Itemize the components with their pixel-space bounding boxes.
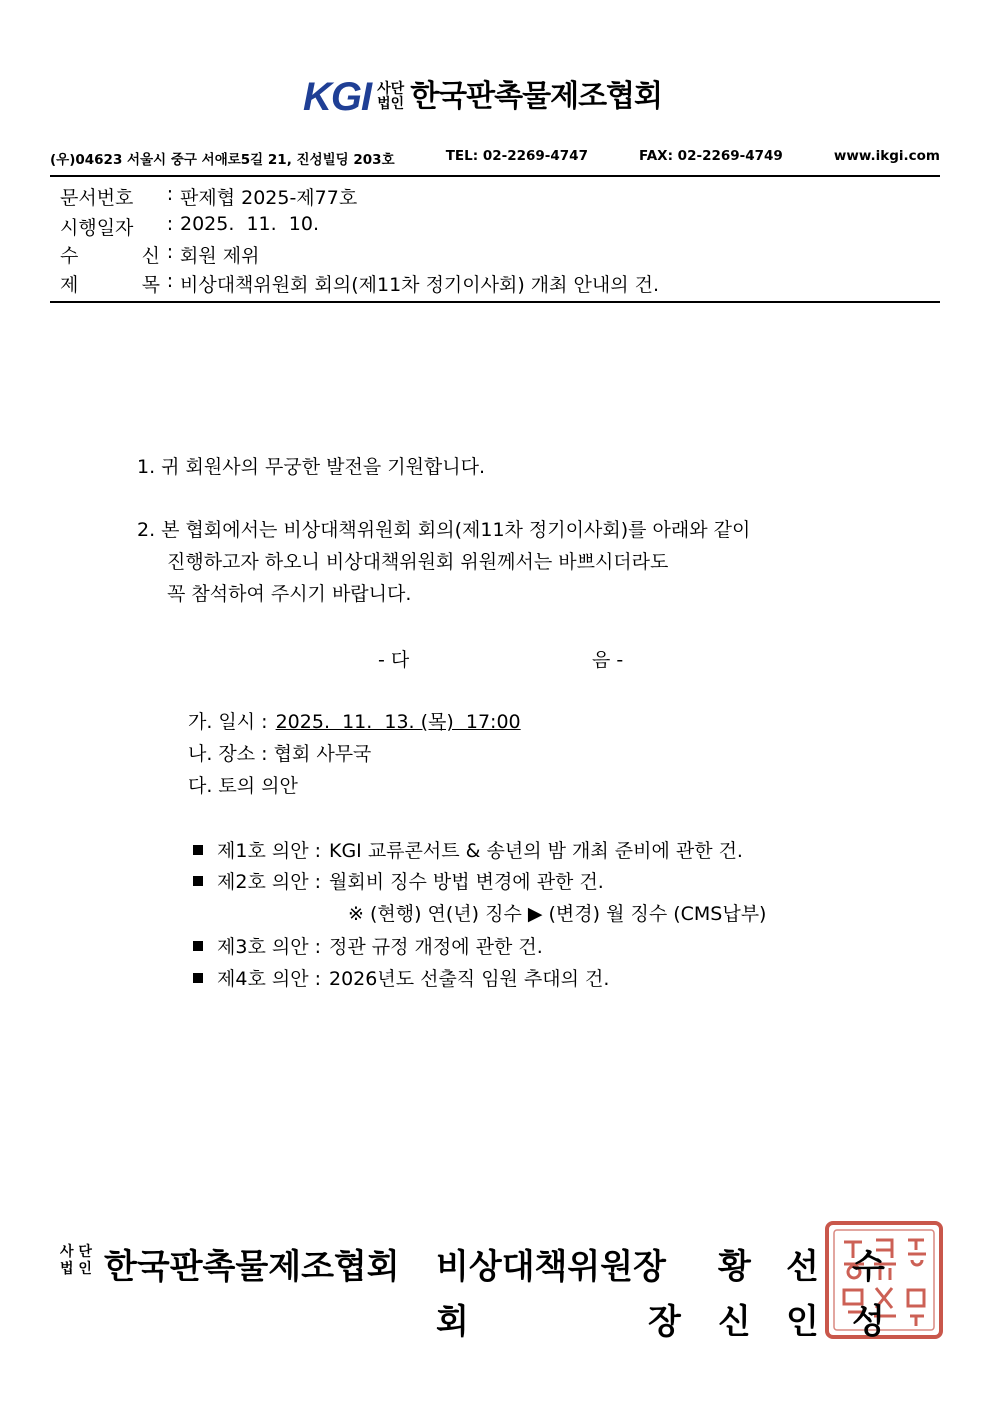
signature-line2-char: 인 — [786, 1302, 819, 1342]
signature-line2-char: 신 — [718, 1302, 751, 1342]
notice-heading-right: 음 - — [592, 649, 624, 671]
meeting-place: 협회 사무국 — [273, 743, 372, 765]
meeting-datetime-row — [188, 707, 521, 734]
agenda-item: 제2호 의안 : 월회비 징수 방법 변경에 관한 건. — [193, 867, 604, 894]
place-label: 나. 장소 : — [188, 743, 268, 765]
corp-type-label: 사단 법인 — [377, 81, 405, 112]
association-logo — [303, 76, 662, 118]
signature-line2-char: 장 — [648, 1302, 681, 1342]
square-bullet-icon — [193, 941, 203, 951]
square-bullet-icon — [193, 973, 203, 983]
signature-corp-type: 사 단 법 인 — [60, 1244, 92, 1277]
meta-divider — [50, 301, 940, 303]
signature-name-char: 수 — [852, 1247, 885, 1287]
paragraph-1: 1. 귀 회원사의 무궁한 발전을 기원합니다. — [137, 456, 486, 478]
paragraph-2-line-2: 진행하고자 하오니 비상대책위원회 위원께서는 바쁘시더라도 — [167, 551, 669, 573]
doc-number: 판제협 2025-제77호 — [180, 187, 358, 209]
date-label: 시행일자 — [60, 217, 134, 239]
doc-number-row: 문서번호 : 판제협 2025-제77호 — [60, 183, 358, 209]
agenda-item: 제1호 의안 : KGI 교류콘서트 & 송년의 밤 개최 준비에 관한 건. — [193, 836, 743, 863]
paragraph-2-line-1: 2. 본 협회에서는 비상대책위원회 회의(제11차 정기이사회)를 아래와 같이 — [137, 519, 751, 541]
website-link[interactable]: www.ikgi.com — [833, 148, 940, 164]
recipient-row: 수 신 : 회원 제위 — [60, 241, 260, 267]
signature-line2-char: 성 — [852, 1302, 885, 1342]
agenda-item: 제4호 의안 : 2026년도 선출직 임원 추대의 건. — [193, 964, 609, 991]
subject-label: 제 목 — [60, 274, 160, 296]
square-bullet-icon — [193, 845, 203, 855]
meeting-datetime: 2025. 11. 13. (목) 17:00 — [275, 711, 521, 733]
agenda-item-note: ※ (현행) 연(년) 징수 ▶ (변경) 월 징수 (CMS납부) — [348, 903, 767, 925]
association-name: 한국판촉물제조협회 — [410, 79, 663, 114]
subject: 비상대책위원회 회의(제11차 정기이사회) 개최 안내의 건. — [180, 274, 660, 296]
signature-role: 비상대책위원장 — [436, 1247, 666, 1287]
header-divider — [50, 175, 940, 177]
paragraph-2-line-3: 꼭 참석하여 주시기 바랍니다. — [167, 583, 412, 605]
issue-date: 2025. 11. 10. — [180, 213, 319, 235]
signature-name-char: 선 — [786, 1247, 819, 1287]
date-row: 시행일자 : 2025. 11. 10. — [60, 213, 319, 239]
recipient: 회원 제위 — [180, 245, 260, 267]
address: (우)04623 서울시 중구 서애로5길 21, 진성빌딩 203호 — [50, 152, 395, 168]
meeting-place-row — [188, 739, 371, 766]
kgi-logo-mark: KGI — [303, 75, 372, 119]
fax: FAX: 02-2269-4749 — [639, 148, 783, 164]
signature-org: 한국판촉물제조협회 — [104, 1247, 400, 1287]
signature-line2-char: 회 — [436, 1302, 469, 1342]
agenda-item: 제3호 의안 : 정관 규정 개정에 관한 건. — [193, 932, 543, 959]
subject-row: 제 목 : 비상대책위원회 회의(제11차 정기이사회) 개최 안내의 건. — [60, 270, 660, 296]
signature-name-char: 황 — [718, 1247, 751, 1287]
recipient-label: 수 신 — [60, 245, 160, 267]
datetime-label: 가. 일시 : — [188, 711, 268, 733]
agenda-heading: 다. 토의 의안 — [188, 775, 298, 797]
notice-heading-left: - 다 — [378, 649, 410, 671]
square-bullet-icon — [193, 876, 203, 886]
doc-number-label: 문서번호 — [60, 187, 134, 209]
contact-line — [50, 148, 940, 168]
telephone: TEL: 02-2269-4747 — [445, 148, 588, 164]
